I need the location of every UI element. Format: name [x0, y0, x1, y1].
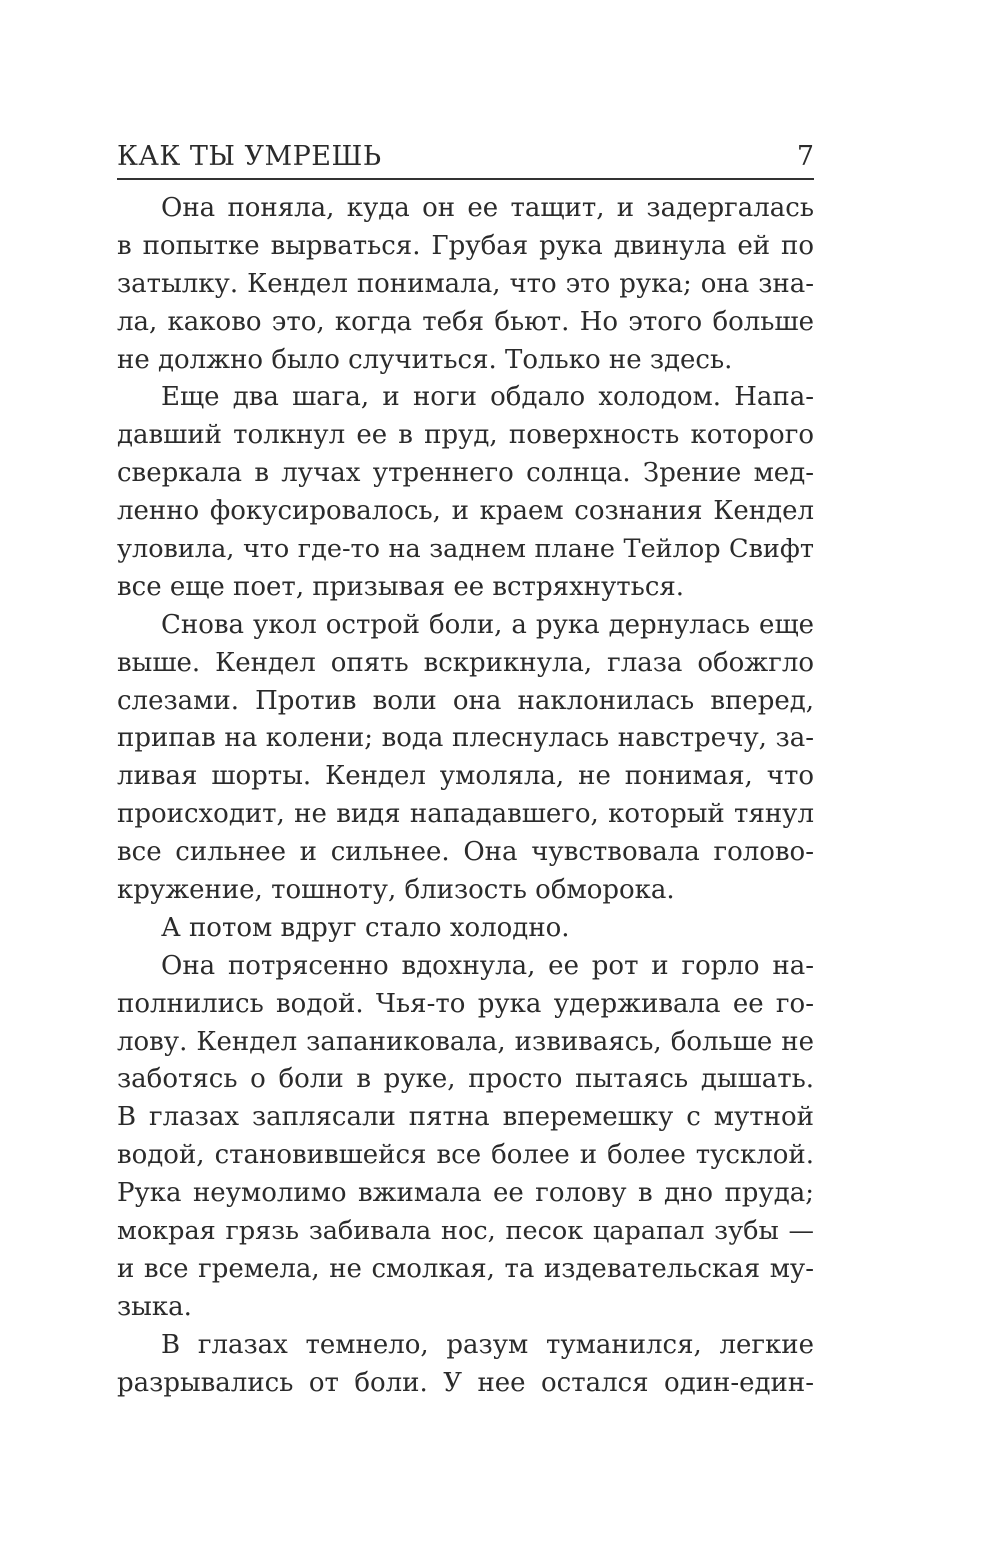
text-line: ла, каково это, когда тебя бьют. Но этого больше	[117, 306, 814, 337]
text-line: давший толкнул ее в пруд, поверхность которого	[117, 420, 814, 451]
text-line: не должно было случиться. Только не здесь.	[117, 344, 733, 375]
text-line: уловила, что где-то на заднем плане Тейлор Свифт	[117, 534, 814, 565]
text-line: и все гремела, не смолкая, та издевательская му-	[117, 1253, 814, 1284]
book-page	[117, 0, 814, 1564]
text-line: разрывались от боли. У нее остался один-един-	[117, 1367, 814, 1398]
text-line: все еще поет, призывая ее встряхнуться.	[117, 571, 685, 602]
body-text	[117, 190, 814, 1403]
text-line: А потом вдруг стало холодно.	[161, 912, 570, 943]
book-title: КАК ТЫ УМРЕШЬ	[117, 141, 382, 172]
text-line: мокрая грязь забивала нос, песок царапал зубы —	[117, 1216, 814, 1247]
text-line: В глазах темнело, разум туманился, легкие	[161, 1329, 814, 1360]
text-line: заботясь о боли в руке, просто пытаясь дышать.	[117, 1064, 814, 1095]
text-line: Снова укол острой боли, а рука дернулась еще	[161, 609, 814, 640]
text-line: полнились водой. Чья-то рука удерживала ее го-	[117, 988, 814, 1019]
text-line: Рука неумолимо вжимала ее голову в дно пруда;	[117, 1178, 814, 1209]
text-line: Она поняла, куда он ее тащит, и задергалась	[161, 193, 814, 223]
text-line: кружение, тошноту, близость обморока.	[117, 875, 675, 906]
page-number: 7	[796, 141, 814, 172]
text-line: затылку. Кендел понимала, что это рука; она зна-	[117, 268, 814, 299]
running-header	[117, 138, 814, 180]
text-line: водой, становившейся все более и более тусклой.	[117, 1140, 814, 1171]
text-line: припав на колени; вода плеснулась навстречу, за-	[117, 723, 814, 754]
text-line: в попытке вырваться. Грубая рука двинула ей по	[117, 230, 814, 261]
text-line: Еще два шага, и ноги обдало холодом. Напа-	[161, 382, 814, 413]
text-line: все сильнее и сильнее. Она чувствовала голово-	[117, 837, 814, 868]
text-line: ленно фокусировалось, и краем сознания Кендел	[117, 496, 814, 527]
text-line: зыка.	[117, 1291, 192, 1322]
text-line: Она потрясенно вдохнула, ее рот и горло на-	[161, 950, 814, 981]
text-line: выше. Кендел опять вскрикнула, глаза обожгло	[117, 647, 814, 678]
text-line: лову. Кендел запаниковала, извиваясь, больше не	[117, 1026, 814, 1057]
text-line: сверкала в лучах утреннего солнца. Зрение мед-	[117, 458, 814, 489]
text-line: слезами. Против воли она наклонилась вперед,	[117, 685, 814, 716]
text-line: происходит, не видя нападавшего, который тянул	[117, 799, 814, 830]
text-line: В глазах заплясали пятна вперемешку с мутной	[117, 1102, 814, 1133]
text-line: ливая шорты. Кендел умоляла, не понимая, что	[117, 761, 814, 792]
